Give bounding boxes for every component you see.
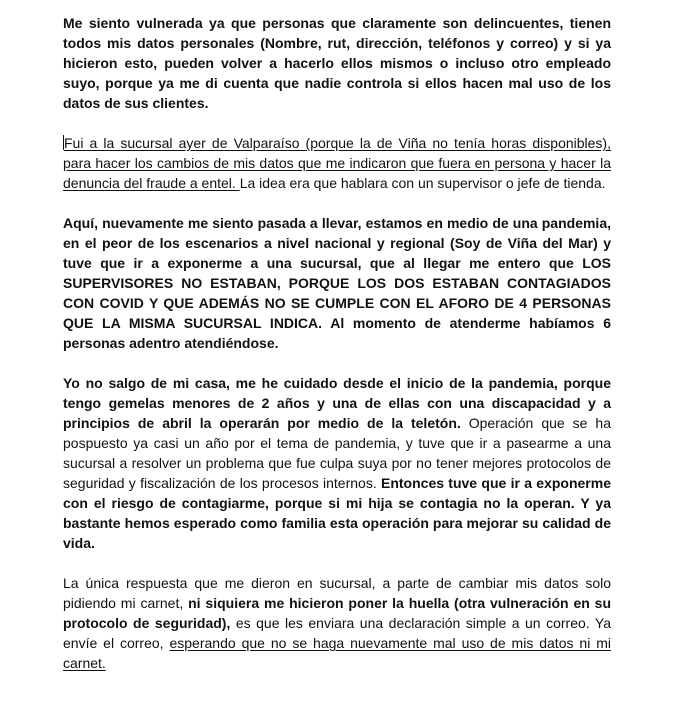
paragraph-branch-visit — [63, 133, 611, 193]
paragraph-family — [63, 373, 611, 553]
paragraph-text: La única respuesta que me dieron en sucursal, a parte de cambiar mis datos solo pidiendo mi carnet, — [63, 575, 611, 611]
paragraph-text: Aquí, nuevamente me siento pasada a llevar, estamos en medio de una pandemia, en el peor de los escenarios a nivel nacional y regional (Soy de Viña del Mar) y tuve que ir a exponerme a una sucursal, que al llegar me entero que — [63, 215, 611, 271]
uppercase-text: LOS SUPERVISORES NO ESTABAN, PORQUE LOS DOS ESTABAN CONTAGIADOS CON COVID Y QUE ADEMÁS NO SE CUMPLE CON EL AFORO DE 4 PERSONAS QUE LA MISMA SUCURSAL INDICA. — [63, 255, 611, 331]
paragraph-text: Operación que se ha pospuesto ya casi un año por el tema de pandemia, y tuve que ir a pasearme a una sucursal a resolver un problema que fue culpa suya por no tener mejores protocolos de seguridad y fiscalización de los procesos internos. — [63, 415, 611, 491]
paragraph-response — [63, 573, 611, 673]
paragraph-text: Me siento vulnerada ya que personas que claramente son delincuentes, tienen todos mis datos personales (Nombre, rut, dirección, teléfonos y correo) y si ya hicieron esto, pueden volver a hacerlo ellos mismos o incluso otro empleado suyo, porque ya me di cuenta que nadie controla si ellos hacen mal uso de los datos de sus clientes. — [63, 15, 611, 111]
bold-text: Entonces tuve que ir a exponerme con el riesgo de contagiarme, porque si mi hija se contagia no la operan. Y ya bastante hemos esperado como familia esta operación para mejorar su calidad de vida. — [63, 475, 611, 551]
bold-text: Yo no salgo de mi casa, me he cuidado desde el inicio de la pandemia, porque tengo gemelas menores de 2 años y una de ellas con una discapacidad y a principios de abril la operarán por medio de la teletón. — [63, 375, 611, 431]
underlined-text: esperando que no se haga nuevamente mal uso de mis datos ni mi carnet. — [63, 635, 611, 671]
paragraph-pandemic — [63, 213, 611, 353]
document-page — [63, 13, 611, 673]
paragraph-text: es que les enviara una declaración simple a un correo. Ya envíe el correo, — [63, 615, 611, 651]
paragraph-vulnerability — [63, 13, 611, 113]
paragraph-text: La idea era que hablara con un supervisor o jefe de tienda. — [239, 175, 606, 191]
underlined-text: Fui a la sucursal ayer de Valparaíso (porque la de Viña no tenía horas disponibles), para hacer los cambios de mis datos que me indicaron que fuera en persona y hacer la denuncia del fraude a entel. — [63, 135, 611, 191]
paragraph-text: Al momento de atenderme habíamos 6 personas adentro atendiéndose. — [63, 315, 611, 351]
bold-text: ni siquiera me hicieron poner la huella (otra vulneración en su protocolo de seguridad), — [63, 595, 611, 631]
